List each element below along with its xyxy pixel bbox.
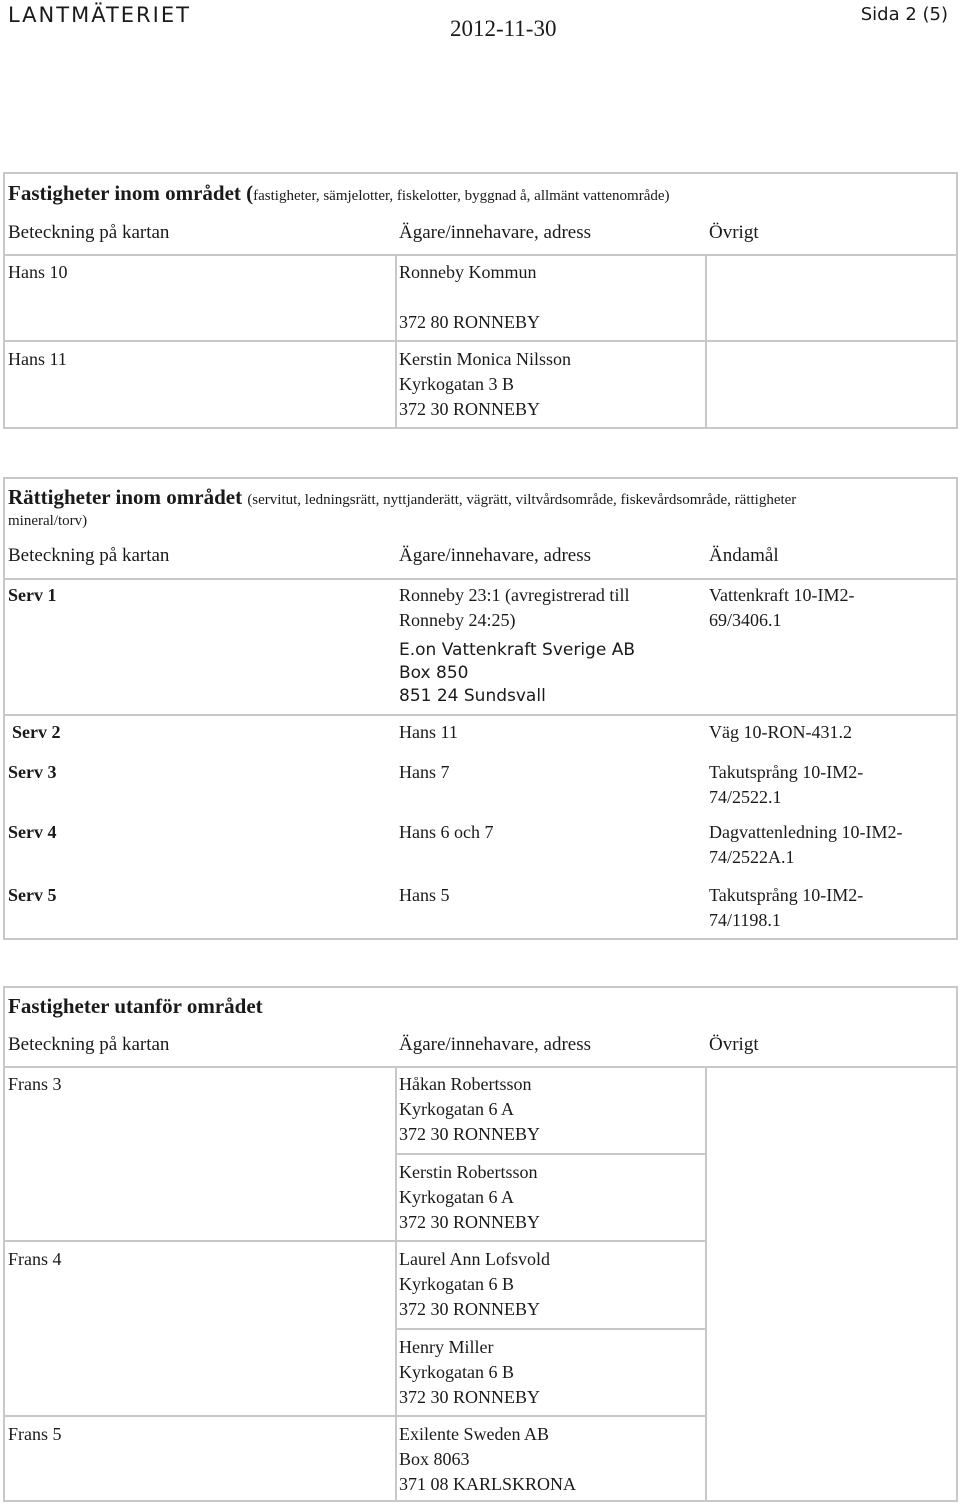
right-designation: Serv 5	[8, 885, 57, 905]
owner-line: 372 30 RONNEBY	[399, 399, 541, 419]
owner-line: Håkan Robertsson	[399, 1074, 532, 1094]
column-header-other: Övrigt	[709, 222, 759, 243]
owner-line: Ronneby Kommun	[399, 262, 537, 282]
owner-line: Ronneby 24:25)	[399, 610, 516, 630]
purpose-line: 69/3406.1	[709, 610, 782, 630]
purpose-line: 74/2522.1	[709, 787, 782, 807]
column-header-owner: Ägare/innehavare, adress	[399, 1034, 592, 1055]
owner-line: 372 80 RONNEBY	[399, 312, 541, 332]
owner-line: Kyrkogatan 3 B	[399, 374, 514, 394]
right-designation: Serv 4	[8, 822, 57, 842]
owner-line: Kyrkogatan 6 B	[399, 1362, 514, 1382]
purpose-line: Vattenkraft 10-IM2-	[709, 585, 855, 605]
section-title: Rättigheter inom området (servitut, ledningsrätt, nyttjanderätt, vägrätt, viltvårdsområde, fiskevårdsområde, rättigheter	[8, 485, 797, 509]
section-subtitle: mineral/torv)	[8, 513, 88, 529]
purpose-line: 74/2522A.1	[709, 847, 795, 867]
owner-line: Hans 7	[399, 762, 450, 782]
purpose-line: 74/1198.1	[709, 910, 781, 930]
owner-line: 851 24 Sundsvall	[399, 686, 546, 706]
owner-line: Exilente Sweden AB	[399, 1424, 549, 1444]
property-designation: Hans 10	[8, 262, 68, 282]
column-header-purpose: Ändamål	[709, 545, 779, 566]
right-designation: Serv 2	[12, 722, 61, 742]
owner-line: Kyrkogatan 6 A	[399, 1187, 514, 1207]
owner-line: Hans 5	[399, 885, 450, 905]
column-header-owner: Ägare/innehavare, adress	[399, 545, 592, 566]
owner-line: Kerstin Monica Nilsson	[399, 349, 571, 369]
owner-line: E.on Vattenkraft Sverige AB	[399, 640, 635, 660]
owner-line: Hans 6 och 7	[399, 822, 494, 842]
column-header-designation: Beteckning på kartan	[8, 1034, 170, 1055]
right-designation: Serv 3	[8, 762, 57, 782]
owner-line: 372 30 RONNEBY	[399, 1299, 541, 1319]
owner-line: Hans 11	[399, 722, 458, 742]
owner-line: 372 30 RONNEBY	[399, 1124, 541, 1144]
owner-line: Box 8063	[399, 1449, 470, 1469]
section-title: Fastigheter inom området (fastigheter, sämjelotter, fiskelotter, byggnad å, allmänt vattenområde)	[8, 181, 670, 205]
owner-line: Kyrkogatan 6 B	[399, 1274, 514, 1294]
property-designation: Frans 4	[8, 1249, 62, 1269]
purpose-line: Takutsprång 10-IM2-	[709, 762, 864, 782]
section-title: Fastigheter utanför området	[8, 994, 263, 1018]
owner-line: 372 30 RONNEBY	[399, 1387, 541, 1407]
owner-line: Kerstin Robertsson	[399, 1162, 538, 1182]
column-header-designation: Beteckning på kartan	[8, 545, 170, 566]
column-header-designation: Beteckning på kartan	[8, 222, 170, 243]
property-designation: Frans 3	[8, 1074, 62, 1094]
property-designation: Frans 5	[8, 1424, 62, 1444]
purpose-line: Väg 10-RON-431.2	[709, 722, 852, 742]
document-date: 2012-11-30	[450, 16, 557, 41]
column-header-other: Övrigt	[709, 1034, 759, 1055]
owner-line: Henry Miller	[399, 1337, 494, 1357]
owner-line: Ronneby 23:1 (avregistrerad till	[399, 585, 630, 605]
property-designation: Hans 11	[8, 349, 67, 369]
owner-line: 372 30 RONNEBY	[399, 1212, 541, 1232]
owner-line: Box 850	[399, 663, 469, 683]
organization-name: LANTMÄTERIET	[8, 3, 191, 27]
column-header-owner: Ägare/innehavare, adress	[399, 222, 592, 243]
owner-line: Laurel Ann Lofsvold	[399, 1249, 550, 1269]
owner-line: Kyrkogatan 6 A	[399, 1099, 514, 1119]
purpose-line: Dagvattenledning 10-IM2-	[709, 822, 903, 842]
right-designation: Serv 1	[8, 585, 57, 605]
owner-line: 371 08 KARLSKRONA	[399, 1474, 577, 1494]
page-number: Sida 2 (5)	[860, 4, 948, 25]
purpose-line: Takutsprång 10-IM2-	[709, 885, 864, 905]
